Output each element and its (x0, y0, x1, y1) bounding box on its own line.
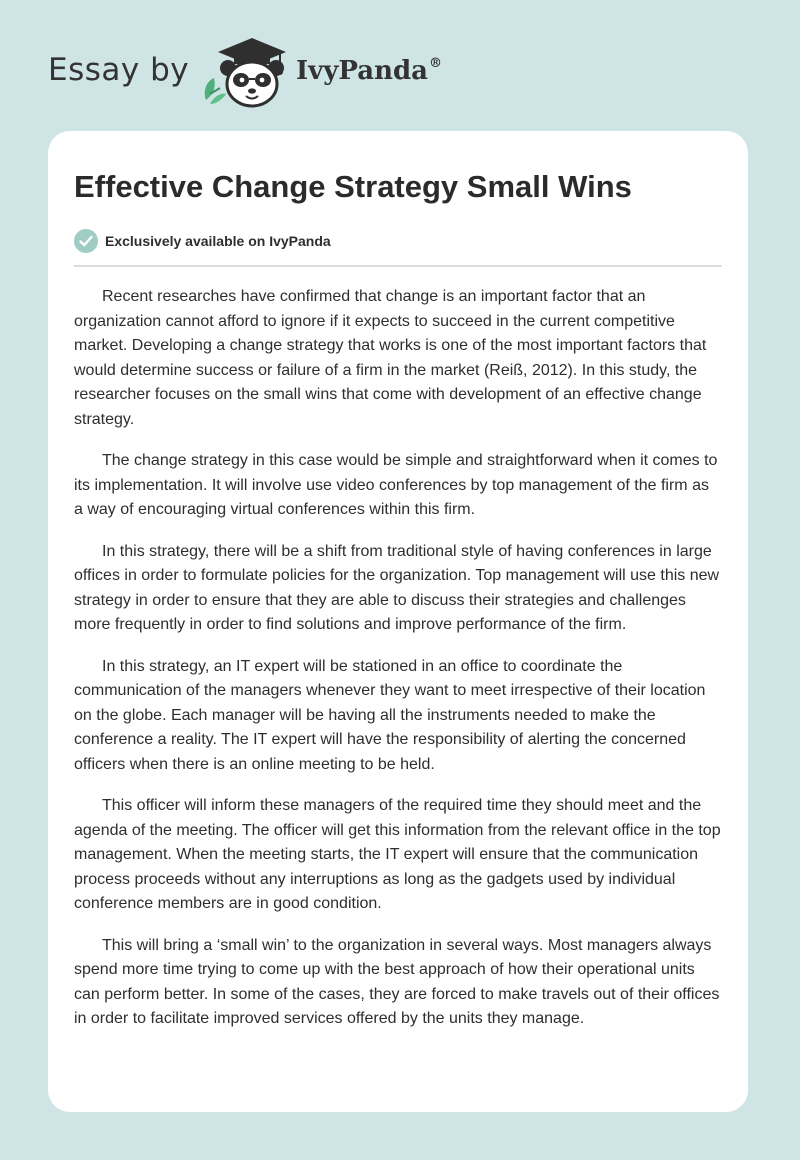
site-header (0, 0, 800, 130)
registered-mark: ® (429, 56, 443, 71)
paragraph: This will bring a ‘small win’ to the organization in several ways. Most managers always spend more time trying to come up with the best approach of how their operational units can perform better. In some of the cases, they are forced to make travels out of their offices in order to facilitate improved services offered by the units they manage. (74, 936, 720, 1027)
paragraph: In this strategy, an IT expert will be stationed in an office to coordinate the communication of the managers whenever they want to meet irrespective of their location on the globe. Each manager will be having all the instruments needed to make the conference a reality. The IT expert will have the responsibility of alerting the concerned officers when there is an online meeting to be held. (74, 657, 706, 773)
paragraph: Recent researches have confirmed that change is an important factor that an organization cannot afford to ignore if it expects to succeed in the current competitive market. Developing a change strategy that works is one of the most important factors that would determine success or failure of a firm in the market (Reiß, 2012). In this study, the researcher focuses on the small wins that come with development of an effective change strategy. (74, 288, 707, 428)
exclusive-badge (74, 228, 722, 254)
paragraph: This officer will inform these managers of the required time they should meet and the agenda of the meeting. The officer will get this information from the relevant office in the top management. When the meeting starts, the IT expert will ensure that the communication process proceeds without any interruptions as long as the gadgets used by individual conference members are in good condition. (74, 797, 721, 912)
divider (74, 265, 722, 267)
paragraph: In this strategy, there will be a shift from traditional style of having conferences in large offices in order to formulate policies for the organization. Top management will use this new strategy in order to ensure that they are able to discuss their strategies and challenges more frequently in order to find solutions and improve performance of the firm. (74, 542, 720, 633)
exclusive-badge-label: Exclusively available on IvyPanda (105, 233, 331, 249)
essay-body (74, 285, 722, 1032)
panda-graduate-icon[interactable] (200, 34, 292, 110)
check-icon (74, 229, 98, 253)
essay-card (48, 131, 748, 1112)
paragraph: The change strategy in this case would be simple and straightforward when it comes to its implementation. It will involve use video conferences by top management of the firm as a way of encouraging virtual conferences within this firm. (74, 452, 718, 518)
page-title: Effective Change Strategy Small Wins (74, 169, 632, 204)
essay-by-label: Essay by (48, 52, 190, 88)
brand-name[interactable]: IvyPanda® (296, 56, 443, 86)
